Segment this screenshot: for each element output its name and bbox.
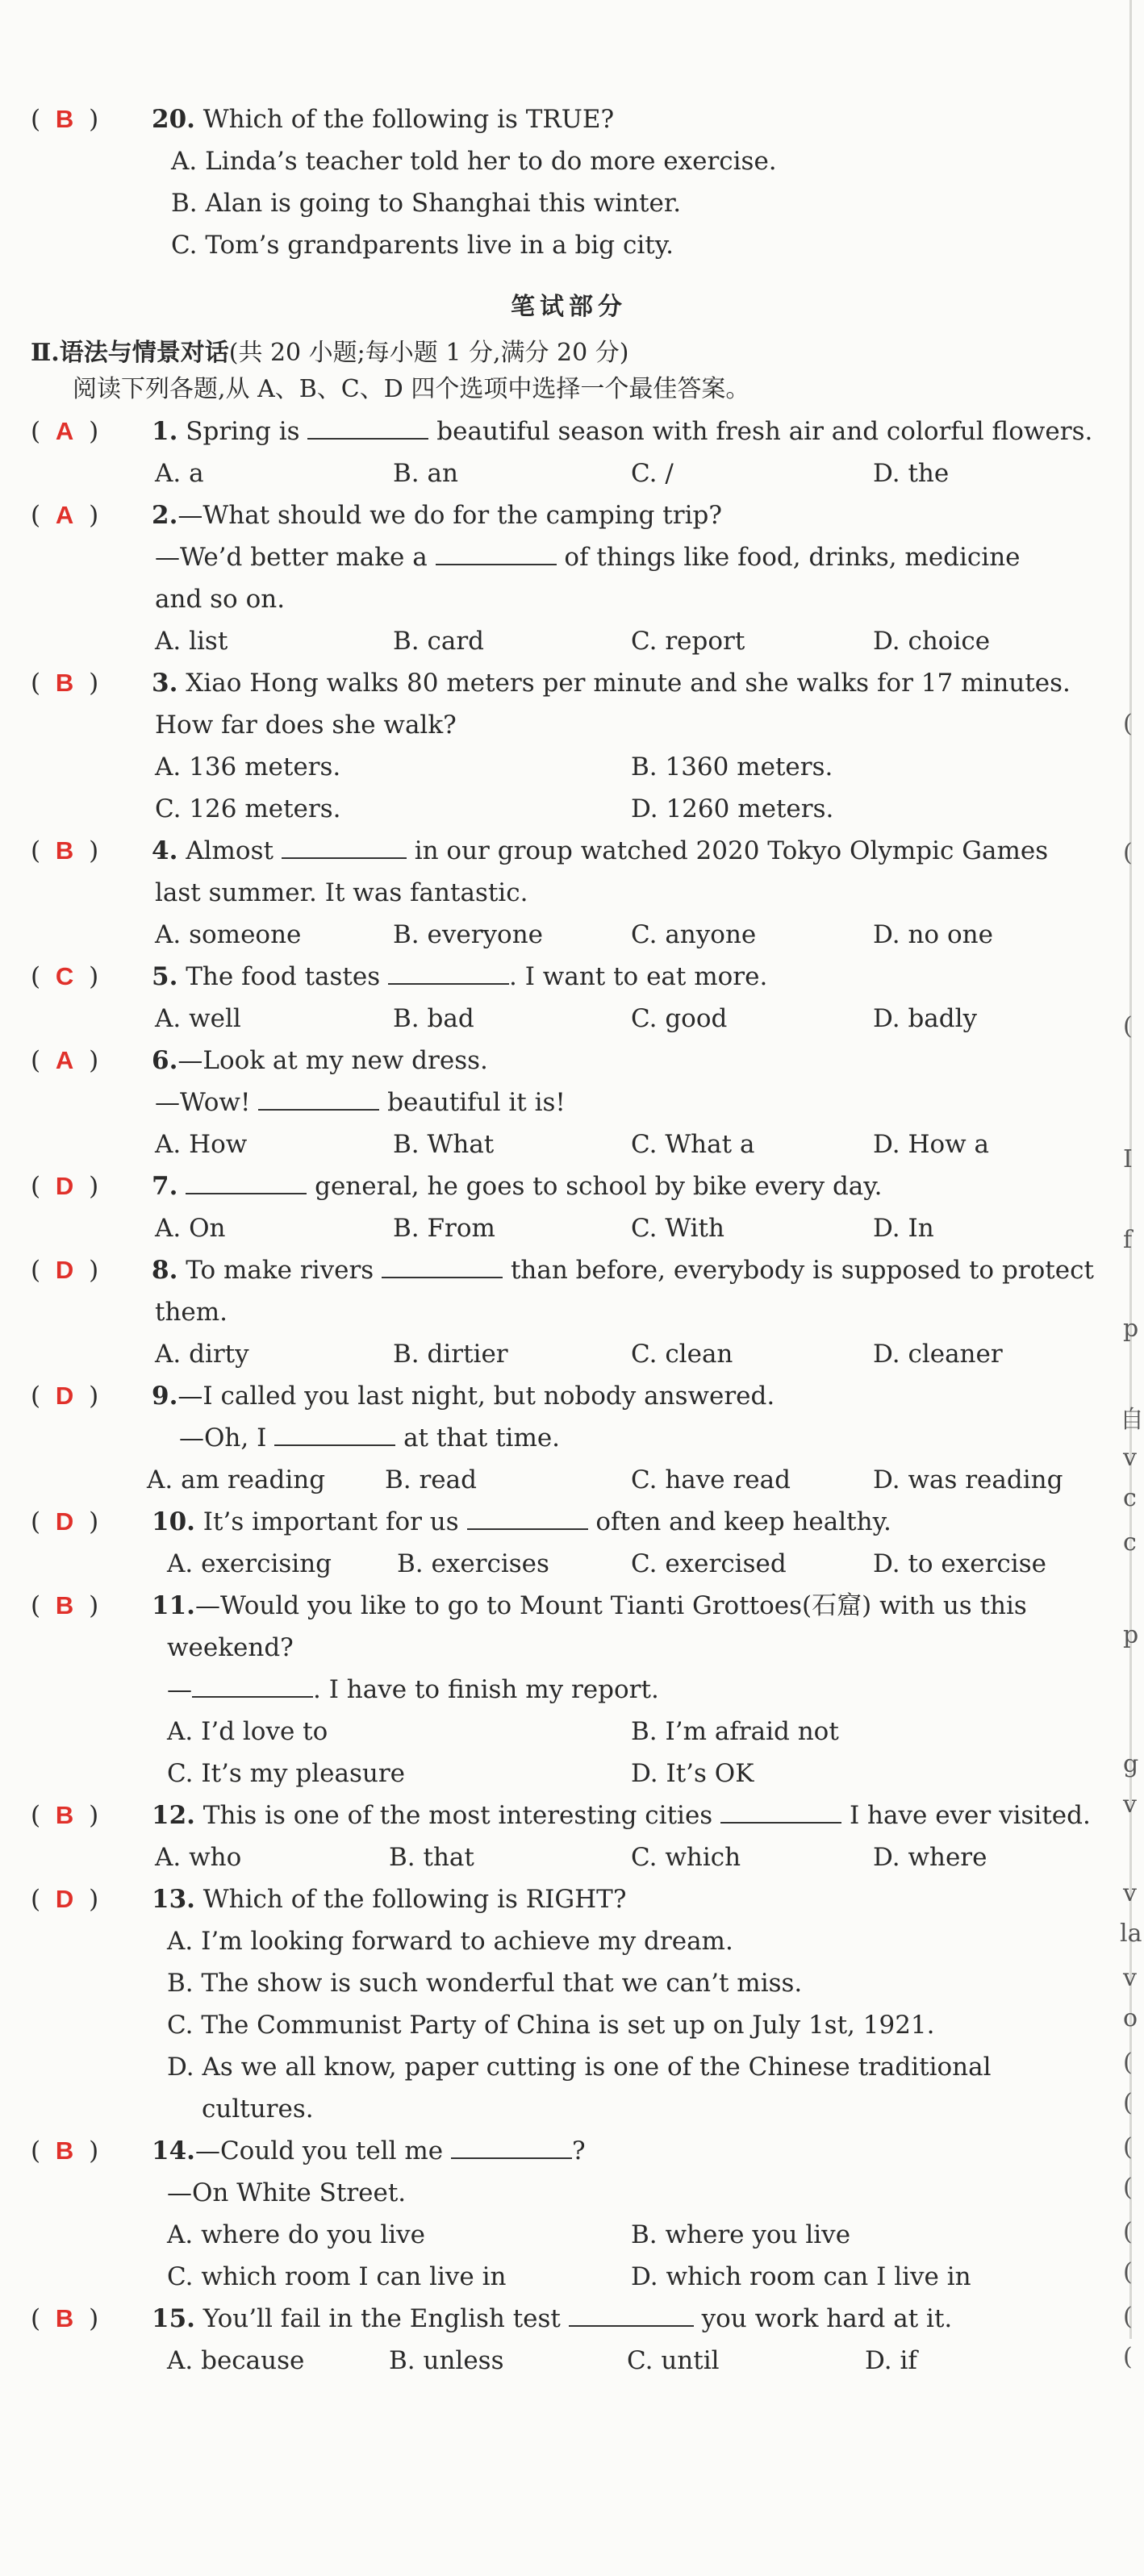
q8-option-b: B. dirtier	[393, 1340, 508, 1369]
q3-option-a: A. 136 meters.	[155, 752, 341, 782]
margin-fragment: (	[1123, 839, 1133, 867]
margin-fragment: (	[1123, 2089, 1133, 2117]
q12-option-b: B. that	[389, 1843, 474, 1872]
question-13: ( D ) 13. Which of the following is RIGHT?	[31, 1885, 627, 1914]
q1-option-d: D. the	[873, 459, 950, 488]
q9-option-b: B. read	[385, 1465, 477, 1494]
q8-option-d: D. cleaner	[873, 1340, 1003, 1369]
answer-mark: D	[55, 1507, 74, 1536]
answer-mark: B	[55, 1801, 74, 1829]
answer-mark: A	[55, 1046, 74, 1074]
margin-fragment: c	[1123, 1484, 1137, 1512]
q4-option-c: C. anyone	[631, 920, 757, 949]
q11-option-b: B. I’m afraid not	[631, 1717, 839, 1746]
question-14: ( B ) 14.—Could you tell me ?	[31, 2136, 586, 2165]
margin-fragment: la	[1120, 1919, 1142, 1948]
q14-option-d: D. which room can I live in	[631, 2262, 971, 2291]
question-11: ( B ) 11.—Would you like to go to Mount Tianti Grottoes(石窟) with us this	[31, 1591, 1027, 1620]
margin-fragment: (	[1123, 710, 1133, 738]
q14-option-a: A. where do you live	[167, 2220, 426, 2249]
margin-fragment: (	[1123, 1012, 1133, 1040]
q9-option-a: A. am reading	[147, 1465, 326, 1494]
margin-fragment: f	[1123, 1226, 1133, 1254]
q4-line-2: last summer. It was fantastic.	[155, 878, 528, 907]
question-10: ( D ) 10. It’s important for us often and keep healthy.	[31, 1507, 891, 1536]
answer-mark: D	[55, 1172, 74, 1200]
answer-blank	[569, 2303, 694, 2327]
q6-line-2: —Wow! beautiful it is!	[155, 1088, 566, 1117]
q9-line-2: —Oh, I at that time.	[179, 1423, 561, 1453]
q10-option-c: C. exercised	[631, 1549, 787, 1578]
margin-fragment: v	[1123, 1444, 1137, 1472]
question-5: ( C ) 5. The food tastes . I want to eat more.	[31, 962, 768, 991]
q13-option-b: B. The show is such wonderful that we can’t miss.	[167, 1969, 803, 1998]
q1-option-a: A. a	[155, 459, 204, 488]
answer-mark: B	[55, 669, 74, 697]
question-20: ( B ) 20. Which of the following is TRUE?	[31, 105, 615, 134]
q3-line-2: How far does she walk?	[155, 711, 457, 740]
margin-fragment: v	[1123, 1964, 1137, 1992]
q5-option-c: C. good	[631, 1004, 728, 1033]
q9-option-d: D. was reading	[873, 1465, 1063, 1494]
q3-option-c: C. 126 meters.	[155, 794, 341, 823]
margin-fragment: (	[1123, 2303, 1133, 2331]
margin-fragment: I	[1123, 1145, 1133, 1173]
q2-line-2: —We’d better make a of things like food, drinks, medicine	[155, 543, 1021, 572]
q8-option-a: A. dirty	[155, 1340, 249, 1369]
answer-mark: D	[55, 1382, 74, 1410]
section-instruction: 阅读下列各题,从 A、B、C、D 四个选项中选择一个最佳答案。	[73, 375, 750, 403]
question-8: ( D ) 8. To make rivers than before, everybody is supposed to protect	[31, 1256, 1094, 1285]
question-3: ( B ) 3. Xiao Hong walks 80 meters per minute and she walks for 17 minutes.	[31, 669, 1071, 698]
q10-option-b: B. exercises	[397, 1549, 549, 1578]
answer-mark: B	[55, 105, 74, 133]
q20-option-b: B. Alan is going to Shanghai this winter.	[171, 189, 682, 218]
answer-blank	[467, 1506, 588, 1530]
q5-option-b: B. bad	[393, 1004, 474, 1033]
q11-option-c: C. It’s my pleasure	[167, 1759, 406, 1788]
margin-fragment: v	[1123, 1879, 1137, 1907]
q5-option-d: D. badly	[873, 1004, 978, 1033]
q7-option-d: D. In	[873, 1214, 934, 1243]
q8-option-c: C. clean	[631, 1340, 733, 1369]
q11-option-a: A. I’d love to	[167, 1717, 328, 1746]
q2-option-c: C. report	[631, 627, 745, 656]
margin-fragment: (	[1123, 2343, 1133, 2371]
q6-option-c: C. What a	[631, 1130, 755, 1159]
margin-fragment: p	[1123, 1621, 1139, 1649]
margin-fragment: (	[1123, 2258, 1133, 2286]
question-6: ( A ) 6.—Look at my new dress.	[31, 1046, 488, 1075]
q12-option-c: C. which	[631, 1843, 741, 1872]
q3-option-b: B. 1360 meters.	[631, 752, 833, 782]
answer-blank	[451, 2135, 572, 2159]
margin-fragment: g	[1123, 1750, 1139, 1778]
q3-option-d: D. 1260 meters.	[631, 794, 834, 823]
q1-option-b: B. an	[393, 459, 458, 488]
q4-option-b: B. everyone	[393, 920, 543, 949]
q11-line-3: — . I have to finish my report.	[167, 1675, 659, 1704]
q15-option-a: A. because	[167, 2346, 305, 2375]
q7-option-c: C. With	[631, 1214, 724, 1243]
answer-mark: B	[55, 836, 74, 865]
q11-line-2: weekend?	[167, 1633, 294, 1662]
q13-option-c: C. The Communist Party of China is set up on July 1st, 1921.	[167, 2011, 935, 2040]
q6-option-d: D. How a	[873, 1130, 990, 1159]
q2-option-a: A. list	[155, 627, 228, 656]
answer-blank	[282, 835, 407, 859]
answer-blank	[436, 541, 557, 565]
question-1: ( A ) 1. Spring is beautiful season with fresh air and colorful flowers.	[31, 417, 1093, 446]
margin-fragment: c	[1123, 1528, 1137, 1557]
q4-option-a: A. someone	[155, 920, 302, 949]
answer-blank	[186, 1170, 307, 1194]
answer-blank	[720, 1799, 841, 1824]
q1-option-c: C. /	[631, 459, 674, 488]
answer-blank	[192, 1674, 313, 1698]
q13-option-d: D. As we all know, paper cutting is one of the Chinese traditional	[167, 2053, 992, 2082]
q15-option-d: D. if	[865, 2346, 917, 2375]
q20-option-a: A. Linda’s teacher told her to do more exercise.	[171, 147, 777, 176]
q20-option-c: C. Tom’s grandparents live in a big city.	[171, 231, 674, 260]
q11-option-d: D. It’s OK	[631, 1759, 754, 1788]
answer-mark: A	[55, 417, 74, 445]
answer-blank	[388, 961, 509, 985]
answer-mark: A	[55, 501, 74, 529]
q2-line-3: and so on.	[155, 585, 286, 614]
margin-fragment: (	[1123, 2218, 1133, 2246]
question-15: ( B ) 15. You’ll fail in the English test you work hard at it.	[31, 2304, 953, 2333]
q4-option-d: D. no one	[873, 920, 993, 949]
q6-option-b: B. What	[393, 1130, 495, 1159]
q9-option-c: C. have read	[631, 1465, 791, 1494]
answer-mark: B	[55, 1591, 74, 1619]
question-9: ( D ) 9.—I called you last night, but nobody answered.	[31, 1382, 775, 1411]
answer-mark: B	[55, 2304, 74, 2332]
q12-option-a: A. who	[155, 1843, 242, 1872]
q13-option-a: A. I’m looking forward to achieve my dream.	[167, 1927, 733, 1956]
question-2: ( A ) 2.—What should we do for the camping trip?	[31, 501, 722, 530]
q14-option-c: C. which room I can live in	[167, 2262, 507, 2291]
margin-fragment: p	[1123, 1315, 1139, 1343]
margin-fragment: (	[1123, 2133, 1133, 2161]
margin-fragment: (	[1123, 2049, 1133, 2077]
question-4: ( B ) 4. Almost in our group watched 2020 Tokyo Olympic Games	[31, 836, 1049, 865]
question-7: ( D ) 7. general, he goes to school by bike every day.	[31, 1172, 883, 1201]
answer-mark: B	[55, 2136, 74, 2165]
q14-option-b: B. where you live	[631, 2220, 851, 2249]
margin-fragment: (	[1123, 2174, 1133, 2202]
answer-blank	[382, 1254, 503, 1278]
q15-option-b: B. unless	[389, 2346, 504, 2375]
question-12: ( B ) 12. This is one of the most interesting cities I have ever visited.	[31, 1801, 1091, 1830]
q6-option-a: A. How	[155, 1130, 248, 1159]
answer-blank	[307, 415, 428, 440]
q8-line-2: them.	[155, 1298, 228, 1327]
q7-option-b: B. From	[393, 1214, 495, 1243]
q15-option-c: C. until	[627, 2346, 720, 2375]
margin-fragment: o	[1123, 2004, 1138, 2032]
answer-mark: D	[55, 1885, 74, 1913]
answer-mark: C	[55, 962, 74, 990]
answer-blank	[274, 1422, 395, 1446]
answer-blank	[258, 1086, 379, 1111]
q12-option-d: D. where	[873, 1843, 987, 1872]
q2-option-d: D. choice	[873, 627, 991, 656]
margin-fragment: v	[1123, 1790, 1137, 1819]
q13-option-d-cont: cultures.	[202, 2095, 314, 2124]
q2-option-b: B. card	[393, 627, 484, 656]
q7-option-a: A. On	[155, 1214, 226, 1243]
section-title: 笔试部分	[511, 293, 627, 321]
q5-option-a: A. well	[155, 1004, 241, 1033]
section-heading: Ⅱ.语法与情景对话(共 20 小题;每小题 1 分,满分 20 分)	[31, 339, 629, 367]
answer-mark: D	[55, 1256, 74, 1284]
q10-option-a: A. exercising	[167, 1549, 332, 1578]
q10-option-d: D. to exercise	[873, 1549, 1046, 1578]
margin-fragment: 自	[1120, 1406, 1144, 1434]
q14-line-2: —On White Street.	[167, 2178, 407, 2207]
